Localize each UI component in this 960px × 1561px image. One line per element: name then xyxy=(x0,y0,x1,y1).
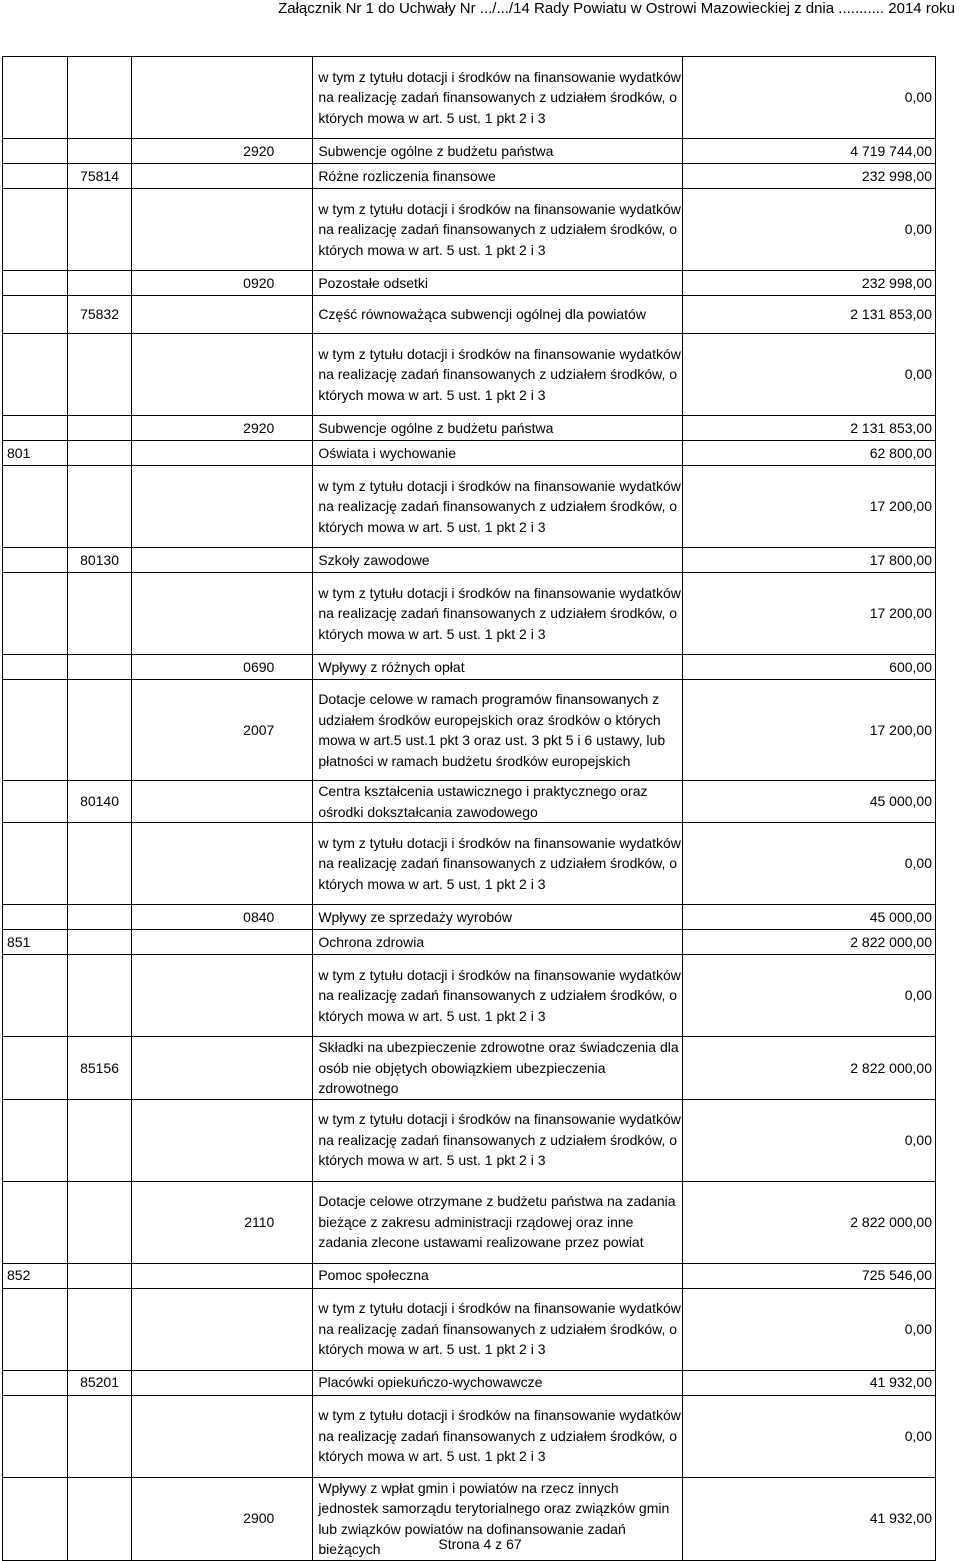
cell-description: w tym z tytułu dotacji i środków na finansowanie wydatków na realizację zadań finansowanych z udziałem środków, o których mowa w art. 5 ust. 1 pkt 2 i 3 xyxy=(313,189,683,271)
cell-amount: 0,00 xyxy=(683,57,936,139)
cell-amount: 725 546,00 xyxy=(683,1263,936,1288)
cell-description: Wpływy z różnych opłat xyxy=(313,655,683,680)
cell-description: w tym z tytułu dotacji i środków na finansowanie wydatków na realizację zadań finansowanych z udziałem środków, o których mowa w art. 5 ust. 1 pkt 2 i 3 xyxy=(313,57,683,139)
cell-dzial xyxy=(3,189,68,271)
cell-description: Ochrona zdrowia xyxy=(313,930,683,955)
table-row xyxy=(3,823,936,905)
cell-paragraf: 2900 xyxy=(132,1477,313,1560)
cell-dzial xyxy=(3,1037,68,1100)
cell-description: w tym z tytułu dotacji i środków na finansowanie wydatków na realizację zadań finansowanych z udziałem środków, o których mowa w art. 5 ust. 1 pkt 2 i 3 xyxy=(313,823,683,905)
cell-paragraf xyxy=(132,189,313,271)
table-row xyxy=(3,548,936,573)
cell-description: Pomoc społeczna xyxy=(313,1263,683,1288)
table-row xyxy=(3,1037,936,1100)
cell-paragraf: 0920 xyxy=(132,271,313,296)
cell-paragraf: 2920 xyxy=(132,416,313,441)
cell-dzial xyxy=(3,573,68,655)
cell-description: w tym z tytułu dotacji i środków na finansowanie wydatków na realizację zadań finansowanych z udziałem środków, o których mowa w art. 5 ust. 1 pkt 2 i 3 xyxy=(313,573,683,655)
cell-amount: 41 932,00 xyxy=(683,1370,936,1395)
table-row xyxy=(3,139,936,164)
cell-paragraf xyxy=(132,781,313,823)
cell-description: w tym z tytułu dotacji i środków na finansowanie wydatków na realizację zadań finansowanych z udziałem środków, o których mowa w art. 5 ust. 1 pkt 2 i 3 xyxy=(313,1395,683,1477)
cell-rozdzial: 80130 xyxy=(67,548,132,573)
cell-description: w tym z tytułu dotacji i środków na finansowanie wydatków na realizację zadań finansowanych z udziałem środków, o których mowa w art. 5 ust. 1 pkt 2 i 3 xyxy=(313,334,683,416)
table-row xyxy=(3,1099,936,1181)
cell-paragraf xyxy=(132,1288,313,1370)
table-row xyxy=(3,57,936,139)
cell-description: Pozostałe odsetki xyxy=(313,271,683,296)
cell-amount: 2 131 853,00 xyxy=(683,416,936,441)
cell-amount: 2 822 000,00 xyxy=(683,930,936,955)
cell-amount: 17 200,00 xyxy=(683,680,936,781)
cell-paragraf xyxy=(132,296,313,334)
cell-description: Placówki opiekuńczo-wychowawcze xyxy=(313,1370,683,1395)
table-row xyxy=(3,1395,936,1477)
cell-paragraf xyxy=(132,57,313,139)
cell-rozdzial: 85201 xyxy=(67,1370,132,1395)
cell-rozdzial xyxy=(67,416,132,441)
cell-description: Centra kształcenia ustawicznego i praktycznego oraz ośrodki dokształcania zawodowego xyxy=(313,781,683,823)
cell-amount: 232 998,00 xyxy=(683,164,936,189)
cell-rozdzial xyxy=(67,189,132,271)
table-row xyxy=(3,416,936,441)
cell-paragraf xyxy=(132,548,313,573)
cell-dzial xyxy=(3,1395,68,1477)
cell-rozdzial xyxy=(67,1181,132,1263)
cell-amount: 232 998,00 xyxy=(683,271,936,296)
table-row xyxy=(3,189,936,271)
cell-paragraf xyxy=(132,1263,313,1288)
table-row xyxy=(3,296,936,334)
cell-amount: 0,00 xyxy=(683,189,936,271)
cell-paragraf xyxy=(132,164,313,189)
cell-amount: 45 000,00 xyxy=(683,781,936,823)
budget-table-body xyxy=(3,57,936,1561)
cell-rozdzial xyxy=(67,823,132,905)
cell-dzial xyxy=(3,334,68,416)
cell-amount: 17 200,00 xyxy=(683,573,936,655)
cell-description: Dotacje celowe otrzymane z budżetu państwa na zadania bieżące z zakresu administracji rządowej oraz inne zadania zlecone ustawami realizowane przez powiat xyxy=(313,1181,683,1263)
cell-dzial xyxy=(3,139,68,164)
cell-amount: 2 822 000,00 xyxy=(683,1181,936,1263)
cell-rozdzial xyxy=(67,655,132,680)
cell-rozdzial xyxy=(67,1288,132,1370)
cell-amount: 41 932,00 xyxy=(683,1477,936,1560)
table-row xyxy=(3,680,936,781)
cell-rozdzial xyxy=(67,573,132,655)
cell-dzial xyxy=(3,905,68,930)
cell-amount: 17 200,00 xyxy=(683,466,936,548)
cell-dzial xyxy=(3,680,68,781)
cell-rozdzial: 85156 xyxy=(67,1037,132,1100)
cell-dzial xyxy=(3,548,68,573)
cell-rozdzial xyxy=(67,57,132,139)
table-row xyxy=(3,164,936,189)
table-row xyxy=(3,334,936,416)
cell-rozdzial xyxy=(67,930,132,955)
cell-amount: 17 800,00 xyxy=(683,548,936,573)
cell-description: Oświata i wychowanie xyxy=(313,441,683,466)
cell-rozdzial xyxy=(67,1099,132,1181)
cell-amount: 0,00 xyxy=(683,823,936,905)
cell-description: Składki na ubezpieczenie zdrowotne oraz świadczenia dla osób nie objętych obowiązkiem ubezpieczenia zdrowotnego xyxy=(313,1037,683,1100)
cell-description: Subwencje ogólne z budżetu państwa xyxy=(313,139,683,164)
cell-amount: 2 131 853,00 xyxy=(683,296,936,334)
cell-rozdzial xyxy=(67,271,132,296)
cell-amount: 0,00 xyxy=(683,1395,936,1477)
cell-rozdzial xyxy=(67,1395,132,1477)
cell-rozdzial xyxy=(67,955,132,1037)
cell-dzial xyxy=(3,466,68,548)
cell-rozdzial xyxy=(67,441,132,466)
cell-rozdzial xyxy=(67,466,132,548)
cell-dzial xyxy=(3,1288,68,1370)
table-row xyxy=(3,905,936,930)
cell-description: w tym z tytułu dotacji i środków na finansowanie wydatków na realizację zadań finansowanych z udziałem środków, o których mowa w art. 5 ust. 1 pkt 2 i 3 xyxy=(313,1099,683,1181)
cell-paragraf: 2920 xyxy=(132,139,313,164)
cell-dzial xyxy=(3,416,68,441)
table-row xyxy=(3,441,936,466)
cell-amount: 0,00 xyxy=(683,1288,936,1370)
cell-dzial xyxy=(3,823,68,905)
cell-amount: 0,00 xyxy=(683,955,936,1037)
page-header: Załącznik Nr 1 do Uchwały Nr .../.../14 Rady Powiatu w Ostrowi Mazowieckiej z dnia ........... 2014 roku xyxy=(278,0,955,17)
cell-paragraf xyxy=(132,573,313,655)
cell-amount: 62 800,00 xyxy=(683,441,936,466)
cell-description: Wpływy ze sprzedaży wyrobów xyxy=(313,905,683,930)
table-row xyxy=(3,271,936,296)
cell-dzial xyxy=(3,271,68,296)
table-row xyxy=(3,655,936,680)
cell-amount: 0,00 xyxy=(683,334,936,416)
cell-dzial xyxy=(3,655,68,680)
cell-paragraf: 0840 xyxy=(132,905,313,930)
cell-paragraf xyxy=(132,1099,313,1181)
cell-dzial xyxy=(3,164,68,189)
cell-amount: 45 000,00 xyxy=(683,905,936,930)
cell-rozdzial: 80140 xyxy=(67,781,132,823)
cell-rozdzial xyxy=(67,1263,132,1288)
cell-description: Subwencje ogólne z budżetu państwa xyxy=(313,416,683,441)
cell-paragraf xyxy=(132,466,313,548)
cell-paragraf xyxy=(132,955,313,1037)
cell-description: w tym z tytułu dotacji i środków na finansowanie wydatków na realizację zadań finansowanych z udziałem środków, o których mowa w art. 5 ust. 1 pkt 2 i 3 xyxy=(313,955,683,1037)
table-row xyxy=(3,1181,936,1263)
table-row xyxy=(3,1263,936,1288)
cell-paragraf xyxy=(132,823,313,905)
cell-rozdzial xyxy=(67,334,132,416)
cell-description: w tym z tytułu dotacji i środków na finansowanie wydatków na realizację zadań finansowanych z udziałem środków, o których mowa w art. 5 ust. 1 pkt 2 i 3 xyxy=(313,1288,683,1370)
cell-description: Szkoły zawodowe xyxy=(313,548,683,573)
cell-paragraf xyxy=(132,1037,313,1100)
cell-dzial xyxy=(3,781,68,823)
page-footer: Strona 4 z 67 xyxy=(438,1536,522,1552)
table-row xyxy=(3,573,936,655)
cell-rozdzial: 75814 xyxy=(67,164,132,189)
cell-dzial: 851 xyxy=(3,930,68,955)
cell-amount: 4 719 744,00 xyxy=(683,139,936,164)
table-row xyxy=(3,930,936,955)
cell-rozdzial: 75832 xyxy=(67,296,132,334)
cell-dzial: 852 xyxy=(3,1263,68,1288)
cell-paragraf: 2007 xyxy=(132,680,313,781)
cell-amount: 0,00 xyxy=(683,1099,936,1181)
cell-rozdzial xyxy=(67,139,132,164)
table-row xyxy=(3,781,936,823)
table-row xyxy=(3,1370,936,1395)
budget-table xyxy=(2,56,936,1561)
cell-rozdzial xyxy=(67,680,132,781)
cell-rozdzial xyxy=(67,905,132,930)
cell-dzial xyxy=(3,1099,68,1181)
cell-dzial xyxy=(3,1181,68,1263)
cell-paragraf xyxy=(132,441,313,466)
cell-amount: 2 822 000,00 xyxy=(683,1037,936,1100)
cell-dzial xyxy=(3,1370,68,1395)
cell-paragraf xyxy=(132,930,313,955)
cell-paragraf xyxy=(132,334,313,416)
cell-dzial xyxy=(3,955,68,1037)
table-row xyxy=(3,955,936,1037)
cell-description: Wpływy z wpłat gmin i powiatów na rzecz innych jednostek samorządu terytorialnego oraz związków gmin lub związków powiatów na dofinansowanie zadań bieżących xyxy=(313,1477,683,1560)
cell-amount: 600,00 xyxy=(683,655,936,680)
cell-description: Różne rozliczenia finansowe xyxy=(313,164,683,189)
cell-dzial xyxy=(3,296,68,334)
cell-description: Dotacje celowe w ramach programów finansowanych z udziałem środków europejskich oraz środków o których mowa w art.5 ust.1 pkt 3 oraz ust. 3 pkt 5 i 6 ustawy, lub płatności w ramach budżetu środków europejskich xyxy=(313,680,683,781)
cell-paragraf: 2110 xyxy=(132,1181,313,1263)
cell-paragraf xyxy=(132,1370,313,1395)
cell-dzial: 801 xyxy=(3,441,68,466)
cell-description: w tym z tytułu dotacji i środków na finansowanie wydatków na realizację zadań finansowanych z udziałem środków, o których mowa w art. 5 ust. 1 pkt 2 i 3 xyxy=(313,466,683,548)
cell-paragraf xyxy=(132,1395,313,1477)
cell-description: Część równoważąca subwencji ogólnej dla powiatów xyxy=(313,296,683,334)
cell-dzial xyxy=(3,57,68,139)
cell-paragraf: 0690 xyxy=(132,655,313,680)
table-row xyxy=(3,466,936,548)
table-row xyxy=(3,1288,936,1370)
